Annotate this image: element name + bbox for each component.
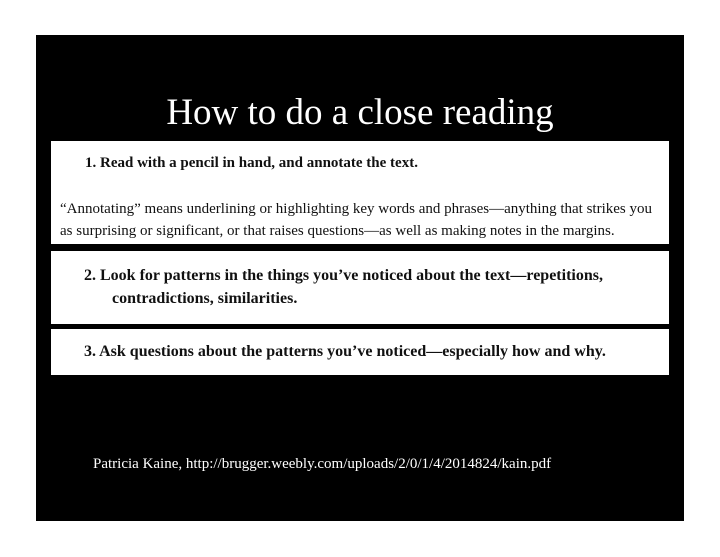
step-2-panel [51,251,669,324]
step-1-body: “Annotating” means underlining or highlighting key words and phrases—anything that strikes you as surprising or significant, or that raises questions—as well as making notes in the margins. [60,201,652,239]
step-2-heading-continuation: contradictions, similarities. [112,290,298,307]
citation: Patricia Kaine, http://brugger.weebly.com/uploads/2/0/1/4/2014824/kain.pdf [93,456,552,472]
slide-title: How to do a close reading [166,92,554,133]
step-3-panel [51,329,669,375]
step-2-heading: 2. Look for patterns in the things you’ve noticed about the text—repetitions, [84,267,603,284]
step-1-heading: 1. Read with a pencil in hand, and annotate the text. [85,155,418,171]
step-1-panel [51,141,669,244]
slide [36,35,684,521]
step-3-heading: 3. Ask questions about the patterns you’ve noticed—especially how and why. [84,343,606,360]
